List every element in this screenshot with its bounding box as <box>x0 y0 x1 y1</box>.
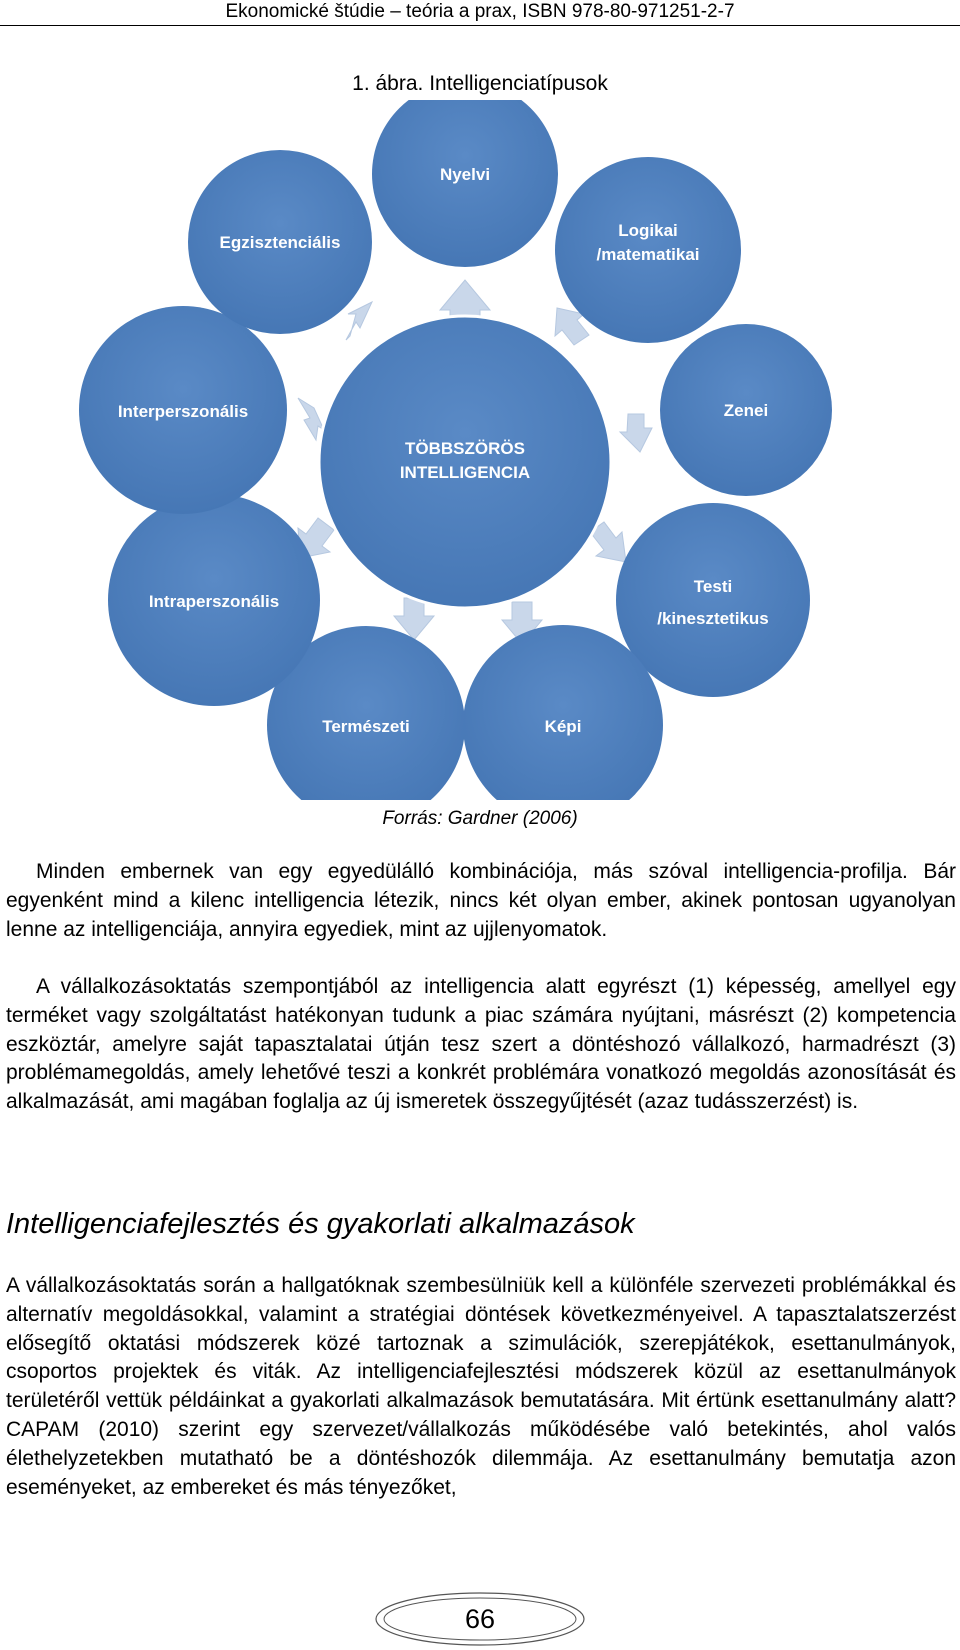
node-egzisztencialis-label: Egzisztenciális <box>219 233 341 252</box>
figure-source: Forrás: Gardner (2006) <box>382 808 578 829</box>
paragraph-1: Minden embernek van egy egyedülálló kombinációja, más szóval intelligencia-profilja. Bár egyenként mind a kilenc intelligencia létezik, nincs két olyan ember, akinek pontosan ugyanolyan lenne az intelligenciája, annyira egyediek, mint az ujjlenyomatok. <box>6 860 956 941</box>
node-testi <box>616 503 810 697</box>
center-label-line2: INTELLIGENCIA <box>399 463 531 482</box>
node-testi-label-line2: /kinesztetikus <box>657 609 769 628</box>
node-nyelvi-label: Nyelvi <box>439 165 491 184</box>
intelligence-types-diagram <box>0 100 960 800</box>
paragraph-2: A vállalkozásoktatás szempontjából az intelligencia alatt egyrészt (1) képesség, amellyel egy terméket vagy szolgáltatást hatékonyan tudunk a piac számára nyújtani, másrészt (2) kompetencia eszköztár, amelyre saját tapasztalatai útján tesz szert a döntéshozó vállalkozó, harmadrészt (3) problémamegoldás, amely lehetővé teszi a konkrét problémára vonatkozó megoldás azonosítását és alkalmazását, ami magában foglalja az új ismeretek összegyűjtését (azaz tudásszerzést) is. <box>6 975 956 1114</box>
section-heading: Intelligenciafejlesztés és gyakorlati alkalmazások <box>6 1208 635 1240</box>
node-nyelvi <box>372 100 558 267</box>
node-zenei-label: Zenei <box>723 401 769 420</box>
node-intraperszonalis <box>108 494 320 706</box>
arrow-to-zenei <box>620 414 652 452</box>
node-testi-label-line1: Testi <box>693 577 733 596</box>
node-logikai-label-line2: /matematikai <box>596 245 700 264</box>
running-header <box>0 0 960 26</box>
node-egzisztencialis <box>188 150 372 334</box>
node-kepi-label: Képi <box>544 717 582 736</box>
node-zenei <box>660 324 832 496</box>
header-text: Ekonomické štúdie – teória a prax, ISBN 978-80-971251-2-7 <box>225 1 735 22</box>
node-logikai <box>555 157 741 343</box>
node-interperszonalis-label: Interperszonális <box>117 402 249 421</box>
node-termeszeti-label: Természeti <box>322 717 410 736</box>
arrow-to-interperszonalis <box>298 398 324 440</box>
node-interperszonalis <box>79 306 287 514</box>
paragraph-3: A vállalkozásoktatás során a hallgatóknak szembesülniük kell a különféle szervezeti problémákkal és alternatív megoldásokkal, valamint a stratégiai döntések következményeivel. A tapasztalatszerzést elősegítő oktatási módszerek közé tartoznak a szimulációk, szerepjátékok, esettanulmányok, csoportos projektek és viták. Az intelligenciafejlesztési módszerek közül az esettanulmányok területéről vettük példáinkat a gyakorlati alkalmazások bemutatására. Mit értünk esettanulmány alatt? CAPAM (2010) szerint egy szervezet/vállalkozás működésébe való betekintés, ahol valós élethelyzetekben mutatható be a döntéshozók dilemmája. Az esettanulmány bemutatja azon eseményeket, az embereket és más tényezőket, <box>6 1274 956 1499</box>
node-intraperszonalis-label: Intraperszonális <box>148 592 280 611</box>
page-number-badge <box>0 1590 960 1648</box>
center-label-line1: TÖBBSZÖRÖS <box>405 439 525 458</box>
node-logikai-label-line1: Logikai <box>618 221 678 240</box>
figure-title: 1. ábra. Intelligenciatípusok <box>352 72 608 95</box>
center-node <box>319 316 611 608</box>
arrow-to-egzisztencialis <box>346 302 372 340</box>
page-number: 66 <box>464 1604 496 1634</box>
